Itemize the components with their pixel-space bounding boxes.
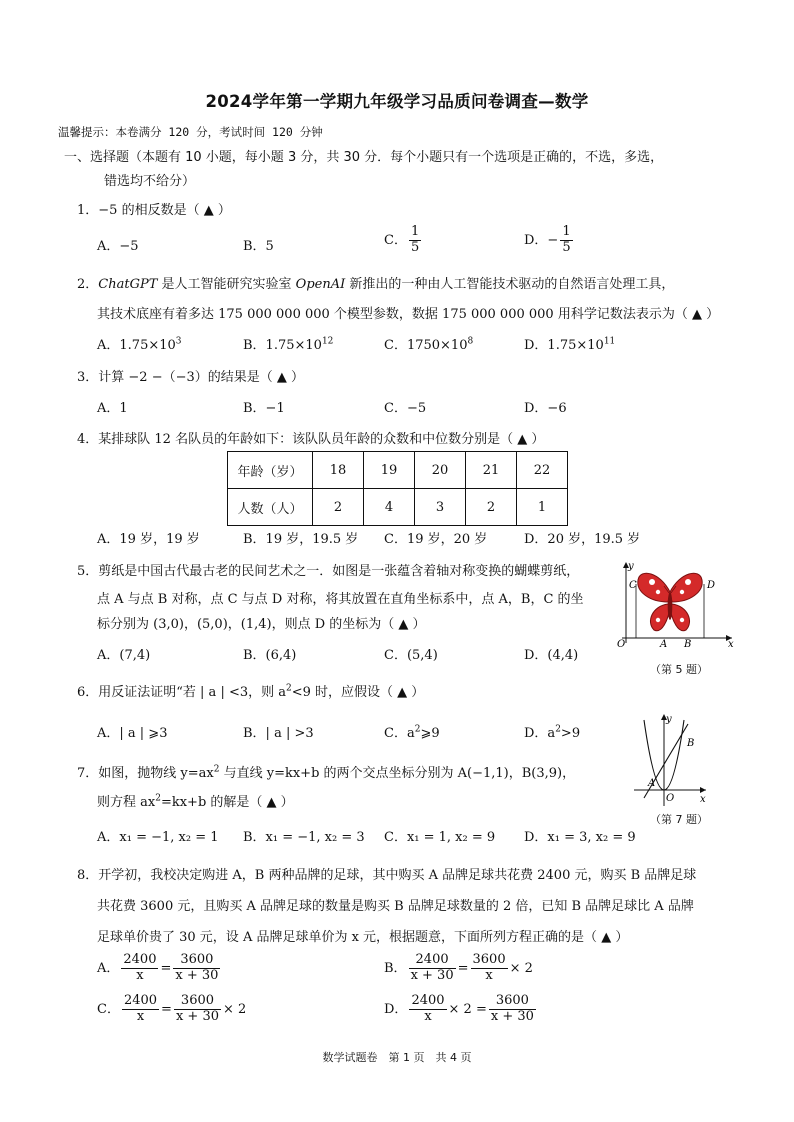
- q1-option-a: A．−5: [97, 239, 139, 254]
- q5-stem-line1: 5．剪纸是中国古代最古老的民间艺术之一．如图是一张蕴含着轴对称变换的蝴蝶剪纸，: [77, 564, 580, 579]
- label-y: y: [666, 714, 672, 725]
- label-origin: O: [666, 793, 675, 804]
- table-cell: 3: [415, 489, 466, 526]
- q5-stem-line2: 点 A 与点 B 对称，点 C 与点 D 对称，将其放置在直角坐标系中，点 A，B，C 的坐: [97, 592, 584, 607]
- q3-option-c: C．−5: [384, 401, 427, 416]
- section-heading-cont: 错选均不给分）: [104, 174, 196, 189]
- page-footer: 数学试题卷 第 1 页 共 4 页: [322, 1051, 472, 1064]
- q7-option-c: C．x₁ = 1, x₂ = 9: [384, 830, 496, 845]
- q5-option-a: A．(7,4): [97, 648, 151, 663]
- table-cell: 22: [517, 452, 568, 489]
- q5-stem-line3: 标分别为 (3,0)，(5,0)，(1,4)，则点 D 的坐标为（ ▲ ）: [97, 617, 426, 632]
- q7-option-a: A．x₁ = −1, x₂ = 1: [97, 830, 219, 845]
- q5-option-b: B．(6,4): [243, 648, 297, 663]
- label-d: D: [707, 580, 716, 591]
- q2-option-a: A．$1.75\times 10^3$: [97, 336, 182, 353]
- q2-option-c: C．$1750\times 10^8$: [384, 336, 474, 353]
- q5-option-c: C．(5,4): [384, 648, 438, 663]
- exam-tip: 温馨提示：本卷满分 120 分，考试时间 120 分钟: [58, 125, 323, 139]
- q1-option-b: B．5: [243, 239, 274, 254]
- q2-stem-line2: 其技术底座有着多达 175 000 000 000 个模型参数，数据 175 000 000 000 用科学记数法表示为（ ▲ ）: [97, 307, 720, 322]
- q3-stem: 3．计算 −2 −（−3）的结果是（ ▲ ）: [77, 370, 305, 385]
- label-c: C: [629, 580, 637, 591]
- q6-option-b: B．| a | >3: [243, 726, 314, 741]
- q3-option-d: D．−6: [524, 401, 567, 416]
- q2-option-d: D．$1.75\times 10^{11}$: [524, 336, 616, 353]
- q4-option-c: C．19 岁，20 岁: [384, 532, 488, 547]
- q1-option-c: C． $\frac{1}{5}$: [384, 224, 420, 255]
- q2-stem-line1: 2．ChatGPT 是人工智能研究实验室 OpenAI 新推出的一种由人工智能技术驱动的自然语言处理工具，: [77, 277, 675, 292]
- table-cell: 19: [364, 452, 415, 489]
- q8-stem-line1: 8．开学初，我校决定购进 A，B 两种品牌的足球，其中购买 A 品牌足球共花费 2400 元，购买 B 品牌足球: [77, 868, 697, 883]
- table-row: [228, 489, 568, 526]
- label-y: y: [628, 561, 634, 572]
- table-cell: 18: [313, 452, 364, 489]
- q8-stem-line2: 共花费 3600 元，且购买 A 品牌足球的数量是购买 B 品牌足球数量的 2 倍，已知 B 品牌足球比 A 品牌: [97, 899, 694, 914]
- table-cell: 20: [415, 452, 466, 489]
- q6-option-c: C．$a^2⩾9$: [384, 724, 440, 741]
- q6-stem: 6．用反证法证明“若 | a | <3，则 $a^2<9$ 时，应假设（ ▲ ）: [77, 683, 425, 700]
- table-cell: 2: [466, 489, 517, 526]
- q4-option-b: B．19 岁，19.5 岁: [243, 532, 359, 547]
- section-heading: 一、选择题（本题有 10 小题，每小题 3 分，共 30 分．每个小题只有一个选项是正确的，不选，多选，: [64, 150, 664, 165]
- x-axis-arrow: [700, 787, 706, 793]
- q6-option-d: D．$a^2>9$: [524, 724, 581, 741]
- table-cell: 4: [364, 489, 415, 526]
- label-b: B: [687, 738, 695, 749]
- q8-option-c: C． $\frac{2400}{x}$ = $\frac{3600}{x + 30}$ × 2: [97, 993, 247, 1024]
- q8-option-b: B． $\frac{2400}{x + 30}$ = $\frac{3600}{x}$ × 2: [384, 952, 533, 983]
- q4-option-a: A．19 岁，19 岁: [97, 532, 200, 547]
- label-x: x: [700, 794, 706, 805]
- q8-option-d: D． $\frac{2400}{x}$ × 2 = $\frac{3600}{x + 30}$: [384, 993, 534, 1024]
- q8-stem-line3: 足球单价贵了 30 元，设 A 品牌足球单价为 x 元，根据题意，下面所列方程正确的是（ ▲ ）: [97, 930, 629, 945]
- q1-stem: 1．−5 的相反数是（ ▲ ）: [77, 203, 231, 218]
- q6-option-a: A．| a | ⩾3: [97, 726, 168, 741]
- q2-option-b: B．$1.75\times 10^{12}$: [243, 336, 334, 353]
- label-a: A: [648, 778, 656, 789]
- age-table: [227, 451, 568, 526]
- table-cell: 年龄（岁）: [228, 452, 313, 489]
- label-x: x: [728, 639, 734, 648]
- q5-option-d: D．(4,4): [524, 648, 579, 663]
- q7-stem-line1: 7．如图，抛物线 $y=ax^2$ 与直线 y=kx+b 的两个交点坐标分别为 A(−1,1)，B(3,9)，: [77, 764, 576, 781]
- q4-stem: 4．某排球队 12 名队员的年龄如下：该队队员年龄的众数和中位数分别是（ ▲ ）: [77, 432, 545, 447]
- table-cell: 21: [466, 452, 517, 489]
- q7-figure-caption: （第 7 题）: [650, 813, 708, 826]
- butterfly: [638, 573, 702, 630]
- q1-option-d: D．− $\frac{1}{5}$: [524, 224, 571, 255]
- table-cell: 1: [517, 489, 568, 526]
- table-row: [228, 452, 568, 489]
- q7-stem-line2: 则方程 $ax^2=kx+b$ 的解是（ ▲ ）: [97, 793, 294, 810]
- table-cell: 人数（人）: [228, 489, 313, 526]
- q5-figure-caption: （第 5 题）: [650, 663, 708, 676]
- q7-option-d: D．x₁ = 3, x₂ = 9: [524, 830, 636, 845]
- q4-option-d: D．20 岁，19.5 岁: [524, 532, 641, 547]
- label-a: A: [660, 639, 668, 648]
- q7-option-b: B．x₁ = −1, x₂ = 3: [243, 830, 365, 845]
- q8-option-a: A． $\frac{2400}{x}$ = $\frac{3600}{x + 30}$: [97, 952, 219, 983]
- page-title: 2024学年第一学期九年级学习品质问卷调查—数学: [205, 92, 589, 111]
- q7-parabola-figure: [630, 710, 710, 810]
- label-origin: O: [617, 639, 626, 648]
- q3-option-a: A．1: [97, 401, 128, 416]
- q5-butterfly-figure: [612, 558, 737, 648]
- q3-option-b: B．−1: [243, 401, 285, 416]
- table-cell: 2: [313, 489, 364, 526]
- label-b: B: [684, 639, 692, 648]
